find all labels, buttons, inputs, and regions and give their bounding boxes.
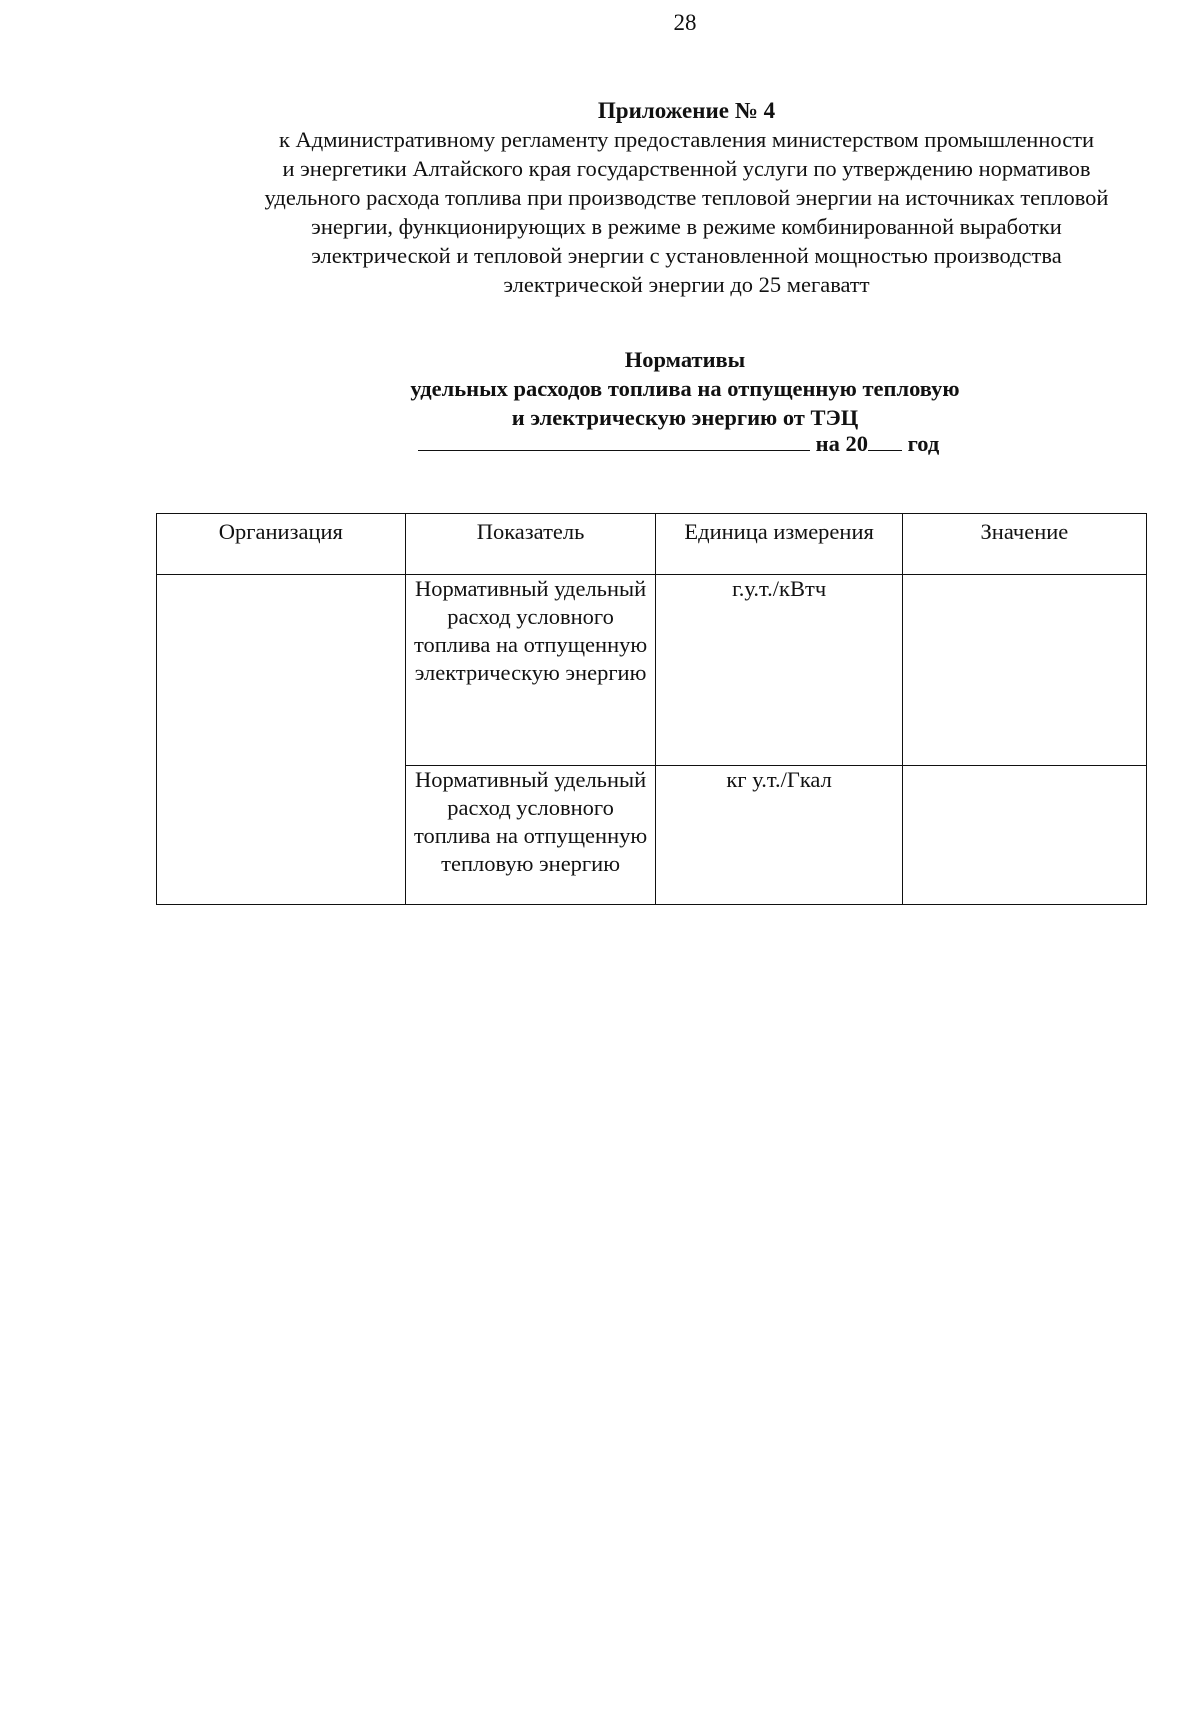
value-cell	[902, 766, 1146, 905]
year-blank	[868, 428, 902, 451]
table-row	[157, 575, 1147, 766]
appendix-line: энергии, функционирующих в режиме в режиме комбинированной выработки	[311, 214, 1062, 239]
appendix-line: электрической энергии до 25 мегаватт	[503, 272, 870, 297]
unit-cell: г.у.т./кВтч	[656, 575, 902, 766]
year-suffix: год	[907, 431, 940, 456]
table-header-row	[157, 514, 1147, 575]
value-cell	[902, 575, 1146, 766]
indicator-cell: Нормативный удельный расход условного топлива на отпущенную тепловую энергию	[405, 766, 656, 905]
organization-blank	[418, 428, 810, 451]
unit-cell: кг у.т./Гкал	[656, 766, 902, 905]
appendix-title: Приложение № 4	[597, 98, 776, 123]
norms-subtitle-line: удельных расходов топлива на отпущенную тепловую	[410, 376, 960, 401]
norms-subtitle-line: и электрическую энергию от ТЭЦ	[511, 405, 859, 430]
appendix-line: электрической и тепловой энергии с установленной мощностью производства	[311, 243, 1062, 268]
norms-heading	[360, 345, 1010, 432]
appendix-line: и энергетики Алтайского края государственной услуги по утверждению нормативов	[282, 156, 1091, 181]
indicator-cell: Нормативный удельный расход условного топлива на отпущенную электрическую энергию	[405, 575, 656, 766]
norms-title: Нормативы	[624, 347, 746, 372]
appendix-line: удельного расхода топлива при производстве тепловой энергии на источниках тепловой	[264, 185, 1109, 210]
header-unit: Единица измерения	[656, 514, 902, 575]
header-organization: Организация	[157, 514, 406, 575]
organization-cell	[157, 575, 406, 905]
appendix-block	[150, 96, 1200, 299]
header-value: Значение	[902, 514, 1146, 575]
page-number: 28	[673, 10, 697, 35]
year-line	[418, 428, 958, 458]
header-indicator: Показатель	[405, 514, 656, 575]
year-prefix: на 20	[815, 431, 868, 456]
appendix-line: к Административному регламенту предоставления министерством промышленности	[278, 127, 1095, 152]
norms-table	[156, 513, 1147, 905]
